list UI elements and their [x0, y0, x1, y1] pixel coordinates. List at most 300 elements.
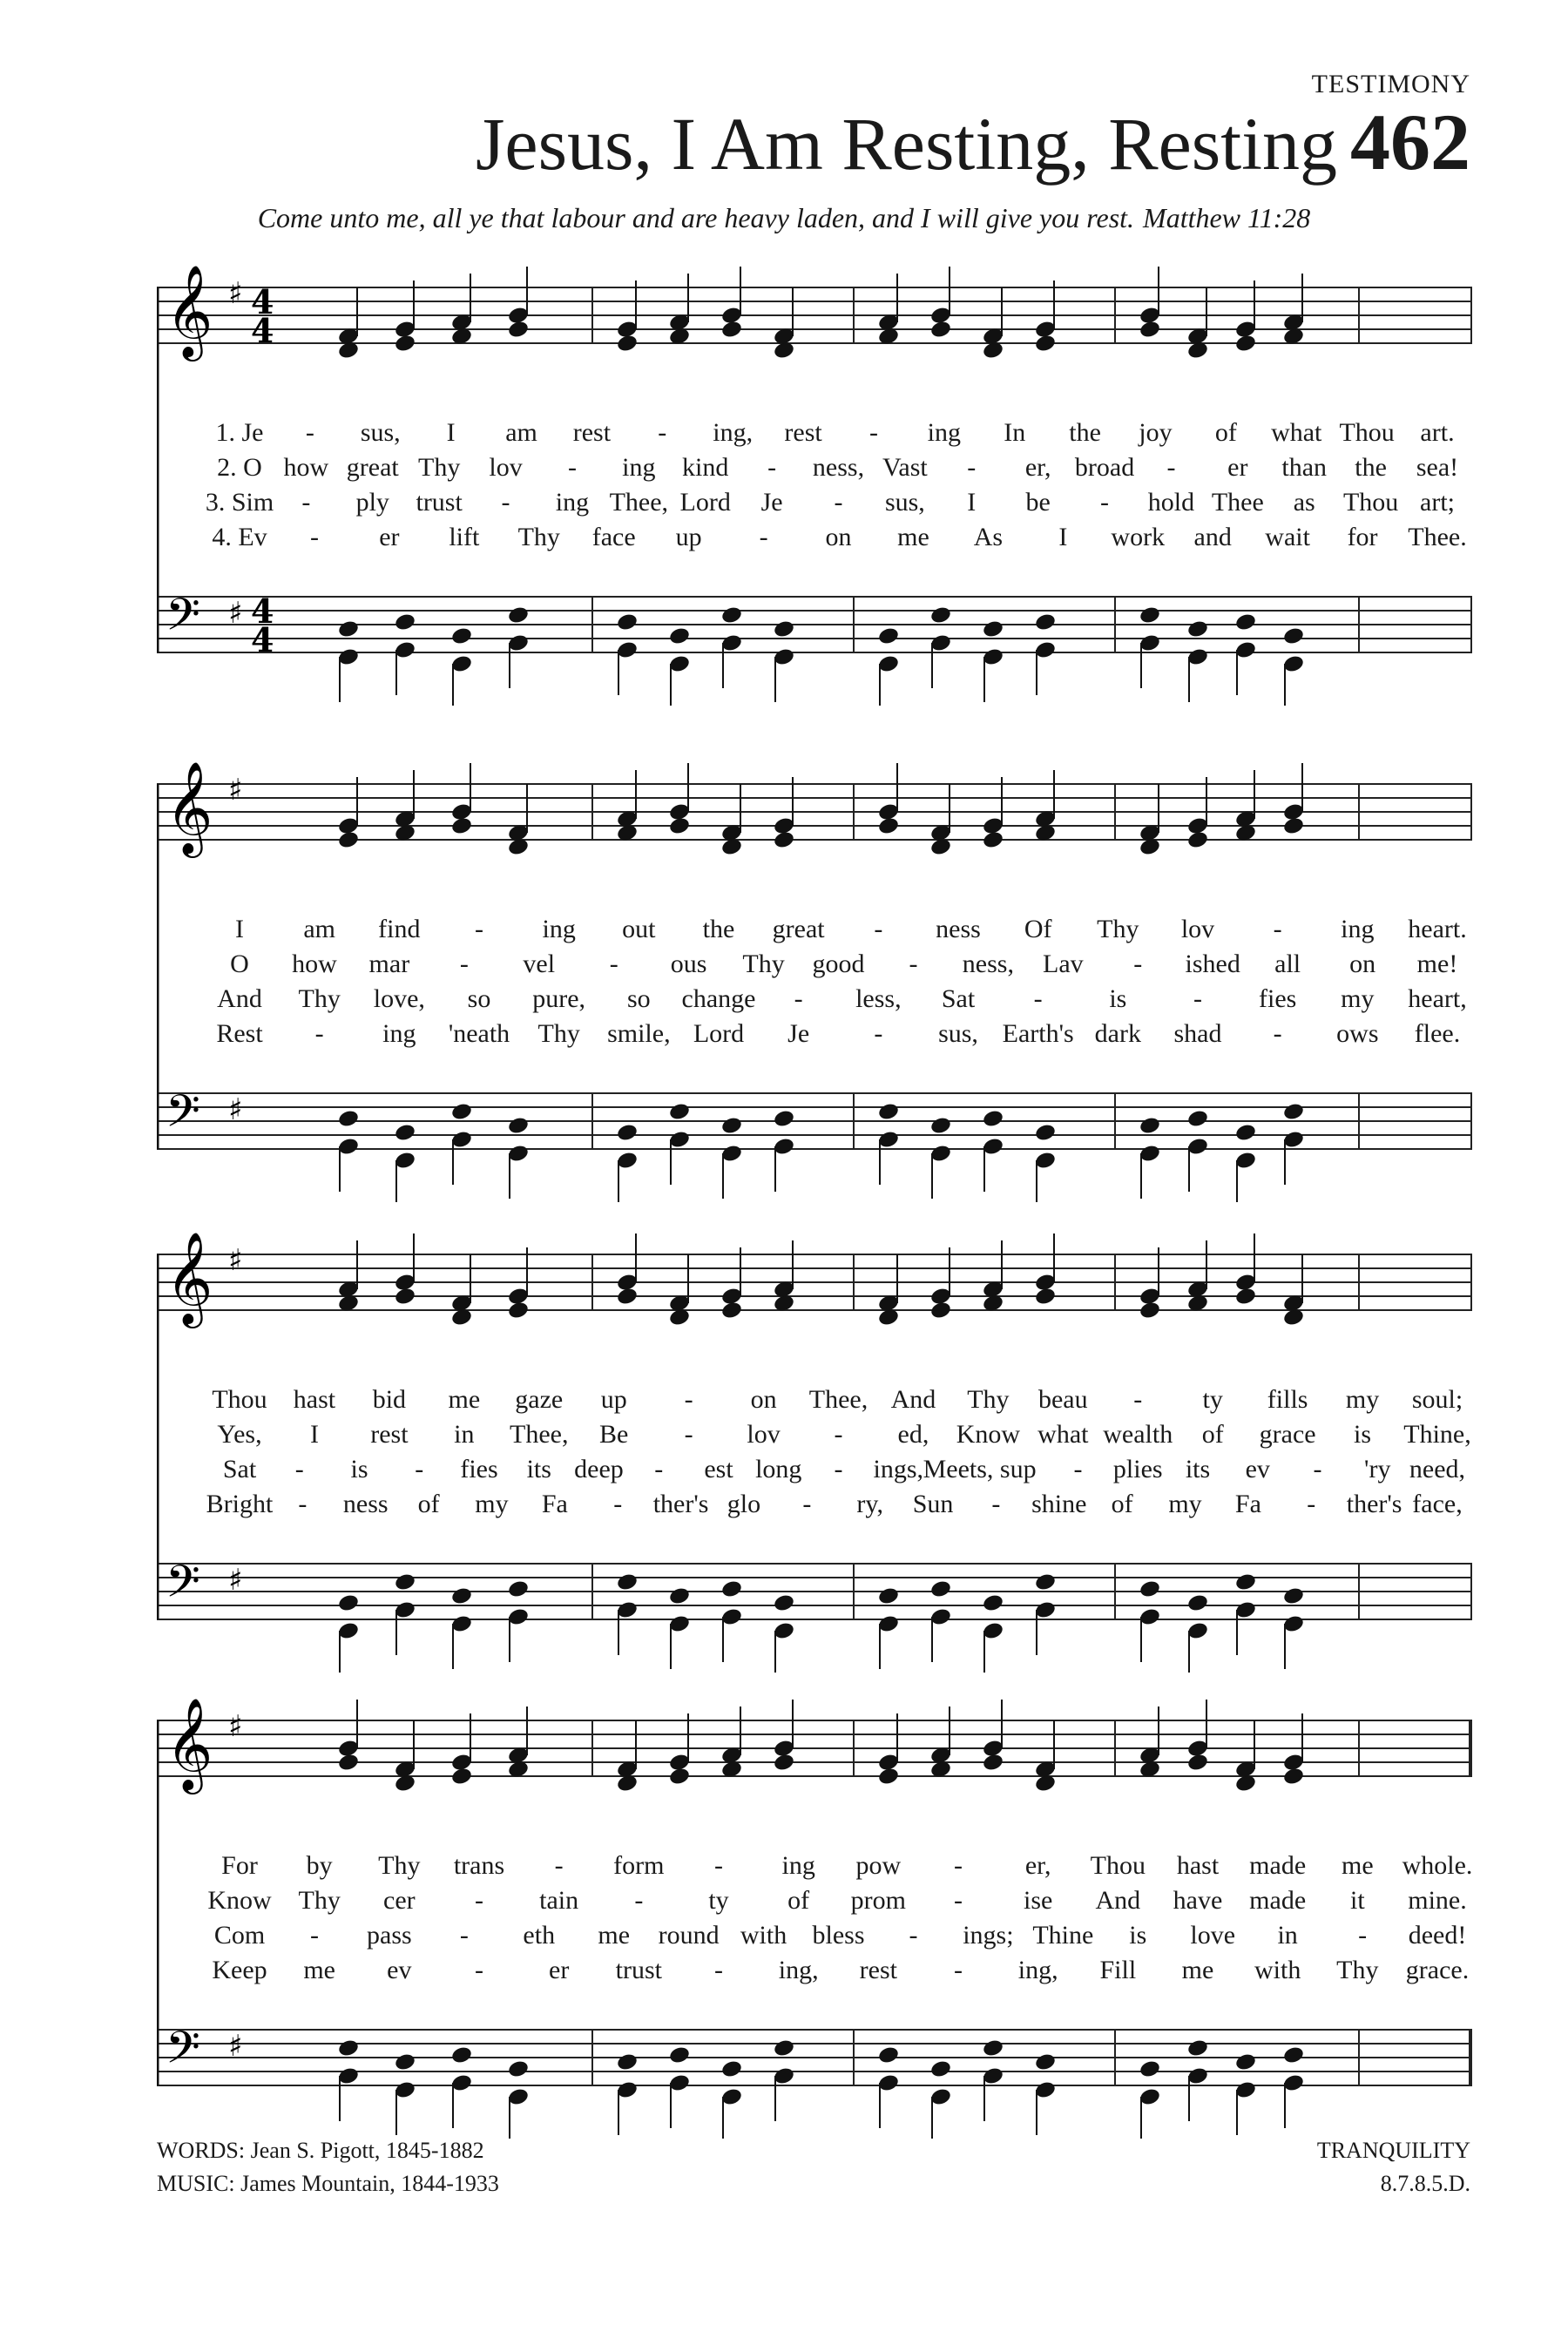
bass-note-head — [507, 1116, 530, 1136]
lyric-syllable: its — [526, 1455, 551, 1484]
lyric-syllable: Thee — [1211, 488, 1264, 517]
bass-note-head — [1139, 1579, 1161, 1599]
syllable-hyphen: - — [714, 1851, 723, 1880]
hymn-number: 462 — [1350, 98, 1470, 186]
lyric-line-verse-3 — [157, 984, 1472, 1019]
bass-note-head — [720, 1116, 743, 1136]
lyric-syllable: Thy — [517, 523, 560, 551]
time-signature-top: 4 — [251, 282, 274, 321]
lyric-syllable: Thee, — [609, 488, 669, 517]
syllable-hyphen: - — [298, 1490, 308, 1518]
lyric-syllable: of — [1111, 1490, 1133, 1518]
lyric-syllable: Know — [956, 1420, 1021, 1449]
treble-clef-icon: 𝄞 — [166, 1697, 213, 1790]
music-credit: MUSIC: James Mountain, 1844-1933 — [157, 2171, 499, 2196]
lyric-syllable: with — [1254, 1956, 1301, 1984]
lyric-syllable: flee. — [1414, 1019, 1461, 1048]
treble-clef-icon: 𝄞 — [166, 760, 213, 854]
bass-note-head — [1139, 2059, 1161, 2079]
sharp-icon: ♯ — [228, 2029, 243, 2064]
lyric-syllable: Thy — [298, 984, 341, 1013]
lyric-syllable: ing — [542, 915, 576, 943]
syllable-hyphen: - — [874, 915, 883, 943]
bass-note-head — [1139, 1116, 1161, 1136]
lyric-syllable: Lav — [1042, 950, 1084, 978]
bass-note-head — [1282, 2045, 1305, 2065]
lyric-syllable: in — [1277, 1921, 1298, 1950]
lyric-syllable: me — [598, 1921, 631, 1950]
syllable-hyphen: - — [501, 488, 510, 517]
time-signature-bottom: 4 — [251, 311, 274, 350]
bass-note-head — [1139, 605, 1161, 625]
lyric-syllable: Thy — [742, 950, 785, 978]
syllable-hyphen: - — [834, 488, 843, 517]
lyric-syllable: Sat — [222, 1455, 257, 1484]
treble-clef-icon: 𝄞 — [166, 1231, 213, 1324]
lyric-syllable: less, — [855, 984, 902, 1013]
lyric-syllable: in — [454, 1420, 475, 1449]
lyric-syllable: need, — [1409, 1455, 1466, 1484]
lyric-syllable: I — [235, 915, 244, 943]
lyric-syllable: er — [549, 1956, 570, 1984]
lyric-syllable: Thine, — [1403, 1420, 1471, 1449]
lyric-line-verse-4 — [157, 523, 1472, 558]
lyric-syllable: Je — [787, 1019, 810, 1048]
lyric-syllable: As — [973, 523, 1004, 551]
lyric-syllable: Thy — [378, 1851, 421, 1880]
lyric-syllable: pow — [855, 1851, 902, 1880]
syllable-hyphen: - — [794, 984, 803, 1013]
lyric-syllable: ing, — [713, 418, 754, 447]
lyric-syllable: ing — [382, 1019, 416, 1048]
sharp-icon: ♯ — [228, 1709, 243, 1744]
music-system-1 — [157, 253, 1472, 706]
lyric-line-verse-2 — [157, 453, 1472, 488]
bass-note-head — [877, 626, 900, 646]
lyric-syllable: soul; — [1411, 1385, 1463, 1414]
bass-note-head — [720, 1579, 743, 1599]
bass-note-head — [929, 1116, 952, 1136]
lyric-syllable: made — [1249, 1886, 1307, 1915]
lyric-syllable: er, — [1024, 1851, 1051, 1880]
lyric-syllable: art. — [1420, 418, 1455, 447]
syllable-hyphen: - — [609, 950, 618, 978]
lyric-syllable: ise — [1023, 1886, 1053, 1915]
lyric-syllable: ev — [387, 1956, 412, 1984]
lyric-syllable: Rest — [216, 1019, 263, 1048]
sharp-icon: ♯ — [228, 1243, 243, 1278]
syllable-hyphen: - — [868, 418, 878, 447]
lyric-syllable: ry, — [856, 1490, 883, 1518]
syllable-hyphen: - — [909, 950, 918, 978]
bass-note-head — [1282, 1586, 1305, 1606]
lyric-syllable: Thy — [967, 1385, 1010, 1414]
lyric-syllable: ev — [1245, 1455, 1270, 1484]
lyric-syllable: ed, — [897, 1420, 929, 1449]
lyric-syllable: is — [1354, 1420, 1372, 1449]
lyric-syllable: me — [1181, 1956, 1214, 1984]
time-signature-top: 4 — [251, 591, 274, 631]
lyric-syllable: so — [626, 984, 651, 1013]
lyric-syllable: rest — [784, 418, 822, 447]
syllable-hyphen: - — [954, 1851, 963, 1880]
credits — [157, 2134, 499, 2200]
syllable-hyphen: - — [459, 1921, 469, 1950]
bass-note-head — [337, 619, 360, 639]
lyric-syllable: me — [897, 523, 929, 551]
lyric-syllable: round — [658, 1921, 720, 1950]
lyric-syllable: 'neath — [448, 1019, 510, 1048]
lyric-syllable: ty — [708, 1886, 729, 1915]
lyric-syllable: Vast — [882, 453, 928, 482]
syllable-hyphen: - — [475, 915, 483, 943]
lyric-syllable: 'ry — [1364, 1455, 1391, 1484]
bass-note-head — [877, 1586, 900, 1606]
bass-note-head — [507, 605, 530, 625]
syllable-hyphen: - — [1100, 488, 1110, 517]
lyric-syllable: as — [1293, 488, 1315, 517]
bass-note-head — [394, 612, 416, 632]
lyric-syllable: me — [448, 1385, 481, 1414]
lyric-syllable: Thou — [1339, 418, 1395, 447]
lyric-syllable: 2. O — [217, 453, 262, 482]
lyric-syllable: my — [475, 1490, 509, 1518]
lyric-syllable: on — [750, 1385, 777, 1414]
syllable-hyphen: - — [1273, 915, 1282, 943]
lyric-syllable: Earth's — [1002, 1019, 1074, 1048]
lyric-syllable: what — [1271, 418, 1322, 447]
lyric-syllable: trust — [416, 488, 463, 517]
lyric-syllable: fills — [1267, 1385, 1308, 1414]
lyric-syllable: ther's — [1346, 1490, 1402, 1518]
lyric-syllable: fies — [1258, 984, 1297, 1013]
lyric-syllable: ness — [936, 915, 981, 943]
lyric-syllable: Bright — [206, 1490, 274, 1518]
lyric-syllable: mar — [368, 950, 410, 978]
lyric-syllable: 4. Ev — [212, 523, 267, 551]
lyric-line-verse-2 — [157, 950, 1472, 984]
lyric-syllable: all — [1274, 950, 1301, 978]
lyric-syllable: my — [1341, 984, 1375, 1013]
lyric-syllable: er — [1227, 453, 1248, 482]
bass-note-head — [507, 1579, 530, 1599]
lyric-syllable: tain — [539, 1886, 579, 1915]
bass-note-head — [394, 2052, 416, 2072]
scripture-epigraph — [0, 202, 1568, 234]
bass-note-head — [337, 1109, 360, 1129]
lyric-syllable: Lord — [693, 1019, 745, 1048]
lyric-syllable: Fill — [1099, 1956, 1137, 1984]
lyric-line-verse-2 — [157, 1420, 1472, 1455]
bass-note-head — [1234, 1572, 1257, 1592]
lyric-syllable: er, — [1024, 453, 1051, 482]
sharp-icon: ♯ — [228, 773, 243, 808]
bass-note-head — [616, 1123, 639, 1143]
lyric-syllable: grace — [1259, 1420, 1316, 1449]
bass-clef-icon: 𝄢 — [166, 1085, 200, 1148]
lyric-syllable: up — [600, 1385, 627, 1414]
sharp-icon: ♯ — [228, 1092, 243, 1127]
bass-note-head — [720, 605, 743, 625]
syllable-hyphen: - — [684, 1420, 693, 1449]
syllable-hyphen: - — [1273, 1019, 1282, 1048]
lyric-syllable: beau — [1037, 1385, 1088, 1414]
syllable-hyphen: - — [567, 453, 577, 482]
lyric-syllable: Know — [207, 1886, 272, 1915]
syllable-hyphen: - — [759, 523, 768, 551]
lyric-syllable: heart, — [1408, 984, 1467, 1013]
lyric-syllable: Thy — [537, 1019, 580, 1048]
lyric-syllable: ings, — [873, 1455, 924, 1484]
lyric-syllable: trust — [615, 1956, 662, 1984]
time-signature-bottom: 4 — [251, 620, 274, 659]
lyric-line-verse-3 — [157, 1921, 1472, 1956]
words-credit: WORDS: Jean S. Pigott, 1845-1882 — [157, 2138, 484, 2163]
lyric-syllable: rest — [572, 418, 612, 447]
epigraph-text: Come unto me, all ye that labour and are heavy laden, and I will give you rest. — [257, 202, 1135, 233]
lyric-syllable: deep — [574, 1455, 624, 1484]
lyric-syllable: up — [675, 523, 702, 551]
syllable-hyphen: - — [1193, 984, 1202, 1013]
lyric-syllable: shine — [1031, 1490, 1087, 1518]
lyric-syllable: kind — [682, 453, 729, 482]
lyric-syllable: face, — [1412, 1490, 1463, 1518]
bass-note-head — [450, 626, 473, 646]
lyric-syllable: In — [1004, 418, 1026, 447]
lyric-syllable: be — [1025, 488, 1051, 517]
syllable-hyphen: - — [967, 453, 977, 482]
lyric-syllable: its — [1185, 1455, 1211, 1484]
lyric-syllable: lov — [1180, 915, 1215, 943]
bass-note-head — [394, 1123, 416, 1143]
bass-clef-icon: 𝄢 — [166, 1555, 200, 1619]
lyric-syllable: Keep — [212, 1956, 267, 1984]
syllable-hyphen: - — [991, 1490, 1001, 1518]
lyric-syllable: for — [1347, 523, 1378, 551]
lyric-syllable: 3. Sim — [205, 488, 274, 517]
syllable-hyphen: - — [1358, 1921, 1368, 1950]
lyric-syllable: the — [702, 915, 735, 943]
lyric-syllable: glo — [727, 1490, 761, 1518]
lyric-syllable: love, — [373, 984, 425, 1013]
bass-note-head — [1186, 1109, 1209, 1129]
music-system-2 — [157, 749, 1472, 1202]
bass-note-head — [773, 2038, 795, 2058]
lyric-syllable: And — [890, 1385, 936, 1414]
bass-note-head — [668, 1102, 691, 1122]
syllable-hyphen: - — [714, 1956, 723, 1984]
lyric-syllable: how — [292, 950, 337, 978]
lyric-syllable: bless — [812, 1921, 865, 1950]
lyric-line-verse-3 — [157, 488, 1472, 523]
lyric-syllable: Lord — [679, 488, 731, 517]
lyric-syllable: Thy — [298, 1886, 341, 1915]
bass-note-head — [773, 1109, 795, 1129]
lyric-syllable: er — [379, 523, 400, 551]
bass-note-head — [982, 2038, 1004, 2058]
lyric-syllable: me — [303, 1956, 335, 1984]
lyric-syllable: est — [704, 1455, 733, 1484]
syllable-hyphen: - — [834, 1420, 843, 1449]
lyric-syllable: ows — [1336, 1019, 1379, 1048]
lyric-syllable: Com — [213, 1921, 266, 1950]
lyric-syllable: made — [1249, 1851, 1307, 1880]
lyric-syllable: hast — [1176, 1851, 1220, 1880]
lyric-syllable: with — [740, 1921, 787, 1950]
lyric-syllable: pure, — [532, 984, 586, 1013]
lyric-syllable: sus, — [938, 1019, 978, 1048]
bass-note-head — [616, 2052, 639, 2072]
lyric-syllable: vel — [523, 950, 556, 978]
lyric-syllable: me! — [1416, 950, 1458, 978]
syllable-hyphen: - — [1307, 1490, 1316, 1518]
bass-note-head — [668, 2045, 691, 2065]
lyric-syllable: 1. Je — [215, 418, 264, 447]
lyric-syllable: wait — [1265, 523, 1310, 551]
lyric-syllable: love — [1190, 1921, 1236, 1950]
bass-note-head — [929, 1579, 952, 1599]
lyric-syllable: great — [772, 915, 825, 943]
bass-note-head — [1034, 1123, 1057, 1143]
lyric-syllable: fies — [460, 1455, 498, 1484]
syllable-hyphen: - — [634, 1886, 644, 1915]
lyric-syllable: ing — [781, 1851, 815, 1880]
lyric-syllable: Thy — [417, 453, 461, 482]
lyric-syllable: is — [350, 1455, 368, 1484]
lyric-line-verse-4 — [157, 1490, 1472, 1524]
lyric-syllable: ing — [1341, 915, 1375, 943]
syllable-hyphen: - — [613, 1490, 623, 1518]
bass-note-head — [1234, 1123, 1257, 1143]
lyric-line-verse-3 — [157, 1455, 1472, 1490]
lyric-line-verse-1 — [157, 915, 1472, 950]
bass-note-head — [982, 619, 1004, 639]
lyric-syllable: Yes, — [217, 1420, 262, 1449]
sharp-icon: ♯ — [228, 596, 243, 631]
lyric-syllable: I — [967, 488, 977, 517]
lyric-syllable: deed! — [1408, 1921, 1467, 1950]
lyric-syllable: ness, — [962, 950, 1014, 978]
lyric-syllable: sup — [999, 1455, 1037, 1484]
lyric-syllable: Thee, — [510, 1420, 569, 1449]
lyric-syllable: bid — [372, 1385, 407, 1414]
bass-note-head — [507, 2059, 530, 2079]
lyric-syllable: And — [217, 984, 262, 1013]
lyric-syllable: of — [787, 1886, 810, 1915]
syllable-hyphen: - — [802, 1490, 812, 1518]
music-system-3 — [157, 1220, 1472, 1673]
lyric-syllable: ness — [342, 1490, 389, 1518]
lyric-syllable: Meets, — [923, 1455, 994, 1484]
lyric-syllable: sea! — [1416, 453, 1459, 482]
lyric-line-verse-2 — [157, 1886, 1472, 1921]
lyric-syllable: face — [591, 523, 636, 551]
lyric-syllable: ing — [927, 418, 961, 447]
bass-note-head — [450, 1102, 473, 1122]
bass-clef-icon: 𝄢 — [166, 2021, 200, 2085]
syllable-hyphen: - — [1033, 984, 1043, 1013]
bass-note-head — [1034, 1572, 1057, 1592]
hymn-title: Jesus, I Am Resting, Resting — [475, 102, 1337, 186]
lyric-syllable: Of — [1024, 915, 1052, 943]
lyric-syllable: trans — [453, 1851, 505, 1880]
lyric-syllable: eth — [523, 1921, 556, 1950]
bass-note-head — [450, 1586, 473, 1606]
lyric-syllable: what — [1037, 1420, 1089, 1449]
lyric-syllable: For — [221, 1851, 258, 1880]
lyric-syllable: I — [309, 1420, 319, 1449]
lyric-syllable: of — [417, 1490, 440, 1518]
lyric-syllable: ness, — [812, 453, 865, 482]
lyric-syllable: of — [1214, 418, 1237, 447]
lyric-syllable: is — [1109, 984, 1127, 1013]
sharp-icon: ♯ — [228, 1563, 243, 1598]
lyric-syllable: Fa — [541, 1490, 568, 1518]
lyric-syllable: am — [303, 915, 335, 943]
lyric-syllable: than — [1281, 453, 1328, 482]
lyric-syllable: dark — [1094, 1019, 1141, 1048]
lyric-line-verse-4 — [157, 1019, 1472, 1054]
lyric-syllable: long — [755, 1455, 802, 1484]
lyric-syllable: my — [1345, 1385, 1380, 1414]
bass-note-head — [982, 1593, 1004, 1613]
syllable-hyphen: - — [554, 1851, 564, 1880]
bass-note-head — [1034, 612, 1057, 632]
lyric-syllable: hold — [1147, 488, 1195, 517]
lyric-syllable: of — [1201, 1420, 1224, 1449]
bass-note-head — [773, 619, 795, 639]
lyric-syllable: cer — [383, 1886, 416, 1915]
lyric-syllable: the — [1355, 453, 1387, 482]
syllable-hyphen: - — [954, 1886, 963, 1915]
lyric-syllable: on — [1349, 950, 1376, 978]
syllable-hyphen: - — [309, 1921, 319, 1950]
bass-note-head — [877, 1102, 900, 1122]
lyric-syllable: good — [812, 950, 865, 978]
lyric-syllable: my — [1168, 1490, 1202, 1518]
tune-name: TRANQUILITY — [1316, 2138, 1470, 2163]
syllable-hyphen: - — [459, 950, 469, 978]
lyric-syllable: great — [346, 453, 399, 482]
syllable-hyphen: - — [684, 1385, 693, 1414]
lyric-syllable: have — [1173, 1886, 1223, 1915]
sharp-icon: ♯ — [228, 276, 243, 311]
lyric-syllable: it — [1349, 1886, 1365, 1915]
bass-note-head — [877, 2045, 900, 2065]
bass-note-head — [1034, 2052, 1057, 2072]
syllable-hyphen: - — [767, 453, 777, 482]
lyric-syllable: ther's — [652, 1490, 709, 1518]
syllable-hyphen: - — [834, 1455, 843, 1484]
bass-note-head — [1186, 619, 1209, 639]
bass-note-head — [929, 605, 952, 625]
lyric-syllable: shad — [1173, 1019, 1222, 1048]
lyric-syllable: mine. — [1408, 1886, 1467, 1915]
syllable-hyphen: - — [1133, 1385, 1143, 1414]
lyric-syllable: And — [1095, 1886, 1141, 1915]
syllable-hyphen: - — [415, 1455, 424, 1484]
lyric-syllable: am — [505, 418, 537, 447]
bass-note-head — [668, 1586, 691, 1606]
meter: 8.7.8.5.D. — [1380, 2171, 1470, 2196]
syllable-hyphen: - — [954, 1956, 963, 1984]
lyric-syllable: I — [1058, 523, 1068, 551]
bass-note-head — [929, 2059, 952, 2079]
syllable-hyphen: - — [475, 1886, 483, 1915]
bass-note-head — [668, 626, 691, 646]
lyric-syllable: ings; — [963, 1921, 1014, 1950]
lyric-syllable: rest — [859, 1956, 897, 1984]
